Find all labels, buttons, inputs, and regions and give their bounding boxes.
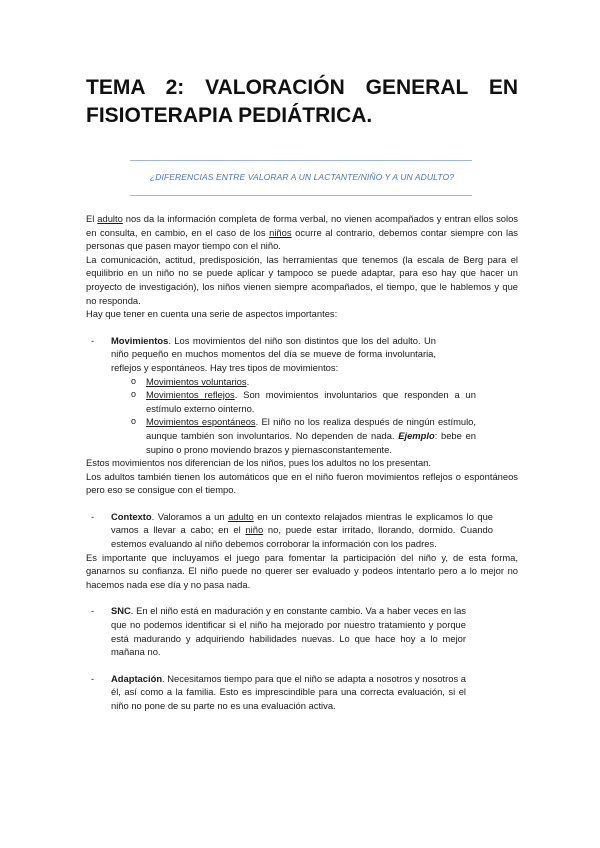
dash-bullet: -: [91, 605, 95, 617]
section-subtitle: ¿DIFERENCIAS ENTRE VALORAR A UN LACTANTE/NIÑO Y A UN ADULTO?: [149, 172, 455, 182]
sub-item-voluntarios: o Movimientos voluntarios.: [131, 375, 250, 387]
sub-item-reflejos: o Movimientos reflejos. Son movimientos involuntarios que responden a un estímulo externo ointerno.: [131, 389, 476, 414]
list-item-movimientos: - Movimientos. Los movimientos del niño son distintos que los del adulto. Un niño pequeño en muchos momentos del día se mueve de forma involuntaria, reflejos y espontáneos. Hay tres tipos de movimientos:: [91, 334, 436, 373]
movimientos-heading: Movimientos: [111, 334, 169, 346]
contexto-heading: Contexto: [111, 510, 152, 522]
dash-bullet: -: [91, 672, 95, 684]
snc-heading: SNC: [111, 605, 131, 617]
list-item-snc: - SNC. En el niño está en maduración y en constante cambio. Va a haber veces en las que no podemos identificar si el niño ha mejorado por nuestro tratamiento y porque está madurando y adquiriendo habilidades nuevas. Lo que hace hoy a lo mejor mañana no.: [91, 605, 466, 658]
intro-paragraph-2: La comunicación, actitud, predisposición, las herramientas que tenemos (la escala de Berg para el equilibrio en un niño no se puede aplicar y tampoco se puede adaptar, para eso hay que hacer un proyecto de investigación), los niños vienen siempre acompañados, el tiempo, que le hablemos y que no responda.: [86, 253, 518, 306]
list-item-adaptacion: - Adaptación. Necesitamos tiempo para que el niño se adapta a nosotros y nosotros a él, así como a la familia. Esto es imprescindible para una correcta evaluación, si el niño no pone de su parte no es una evaluación activa.: [91, 672, 466, 711]
adulto-term: adulto: [97, 213, 123, 224]
movimientos-note-2: Los adultos también tienen los automáticos que en el niño fueron movimientos reflejos o espontáneos pero eso se consigue con el tiempo.: [86, 470, 518, 496]
dash-bullet: -: [91, 510, 95, 522]
ejemplo-label: Ejemplo: [398, 429, 435, 441]
document-body: [86, 212, 518, 713]
ninos-term: niños: [269, 226, 292, 238]
sub-item-espontaneos: o Movimientos espontáneos. El niño no los realiza después de ningún estímulo, aunque también son involuntarios. No dependen de nada. Ejemplo: bebe en supino o prono moviendo brazos y piernasconstantemente.: [131, 416, 476, 455]
dash-bullet: -: [91, 334, 95, 346]
subtitle-top-rule: [130, 160, 472, 161]
subtitle-bottom-rule: [130, 195, 472, 196]
circle-bullet: o: [131, 416, 137, 427]
page-title: TEMA 2: VALORACIÓN GENERAL EN FISIOTERAPIA PEDIÁTRICA.: [86, 76, 518, 127]
adaptacion-heading: Adaptación: [111, 672, 163, 684]
intro-paragraph-1: El adulto nos da la información completa de forma verbal, no vienen acompañados y entran ellos solos en consulta, en cambio, en el caso de los niños ocurre al contrario, debemos contar siempre con las personas que pasen mayor tiempo con el niño.: [86, 213, 518, 252]
contexto-note: Es importante que incluyamos el juego para fomentar la participación del niño y, de esta forma, ganarnos su confianza. El niño puede no querer ser evaluado y podeos intentarlo pero a lo mejor no hacemos nada ese día y no pasa nada.: [86, 551, 518, 590]
list-item-contexto: - Contexto. Valoramos a un adulto en un contexto relajados mientras le explicamos lo que vamos a llevar a cabo; en el niño no, puede estar irritado, llorando, dormido. Cuando estemos evaluando al niño debemos corroborar la información con los padres.: [91, 510, 493, 550]
movimientos-note-1: Estos movimientos nos diferencian de los niños, pues los adultos no los presentan.: [86, 457, 431, 469]
circle-bullet: o: [131, 389, 137, 400]
circle-bullet: o: [131, 375, 137, 386]
intro-paragraph-3: Hay que tener en cuenta una serie de aspectos importantes:: [86, 308, 338, 320]
